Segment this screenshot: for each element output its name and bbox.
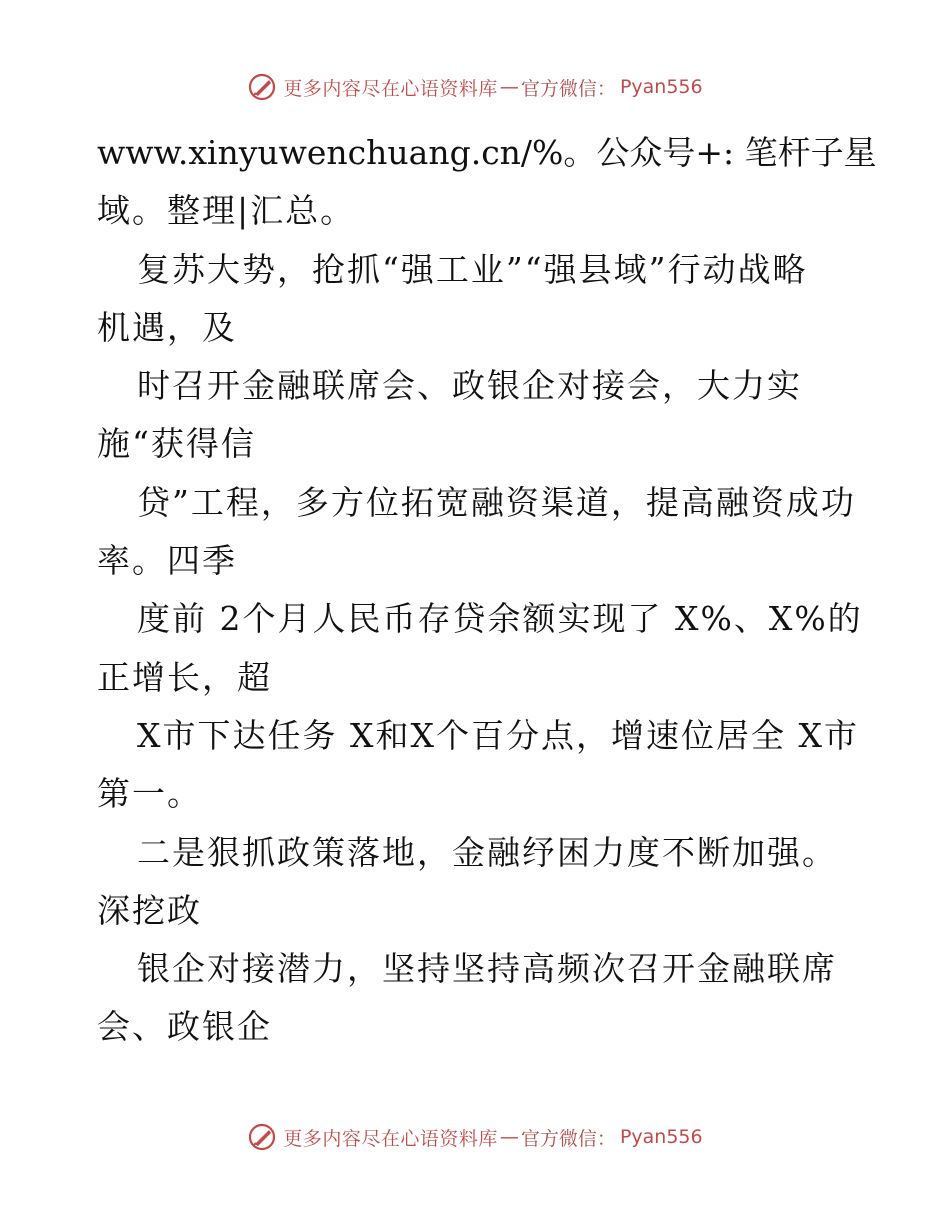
body-line: www.xinyuwenchuang.cn/%。公众号+: 笔杆子星 <box>97 133 877 172</box>
header-dash: — <box>499 76 519 98</box>
body-line: 正增长，超 <box>97 657 272 697</box>
footer-wechat-id: Pyan556 <box>619 1126 703 1148</box>
body-line: 贷”工程，多方位拓宽融资渠道，提高融资成功 <box>137 482 856 522</box>
body-line: 度前 2个月人民币存贷余额实现了 X%、X%的 <box>137 599 863 639</box>
page-header-banner <box>0 72 950 102</box>
body-line: 深挖政 <box>97 890 202 930</box>
header-wechat-id: Pyan556 <box>619 76 703 98</box>
footer-wechat-label: 官方微信： <box>520 1127 616 1150</box>
body-line: 复苏大势，抢抓“强工业”“强县域”行动战略 <box>137 249 808 289</box>
footer-dash: — <box>499 1126 519 1148</box>
quill-logo-icon <box>247 1122 277 1152</box>
body-line: 时召开金融联席会、政银企对接会，大力实 <box>137 366 802 406</box>
body-line: 机遇，及 <box>97 307 237 347</box>
header-wechat-label: 官方微信： <box>520 77 616 100</box>
header-site-name: 更多内容尽在心语资料库 <box>283 77 498 100</box>
footer-site-name: 更多内容尽在心语资料库 <box>283 1127 498 1150</box>
body-line: 会、政银企 <box>97 1007 272 1047</box>
document-body <box>97 124 897 1057</box>
quill-logo-icon <box>247 72 277 102</box>
body-line: 率。四季 <box>97 541 237 581</box>
page-footer-banner <box>0 1122 950 1152</box>
body-line: 二是狠抓政策落地，金融纾困力度不断加强。 <box>137 832 837 872</box>
body-line: 第一。 <box>97 774 202 814</box>
body-line: 银企对接潜力，坚持坚持高频次召开金融联席 <box>137 949 837 989</box>
body-line: X市下达任务 X和X个百分点，增速位居全 X市 <box>137 715 859 755</box>
body-line: 施“获得信 <box>97 424 256 464</box>
body-line: 域。整理|汇总。 <box>97 191 356 231</box>
